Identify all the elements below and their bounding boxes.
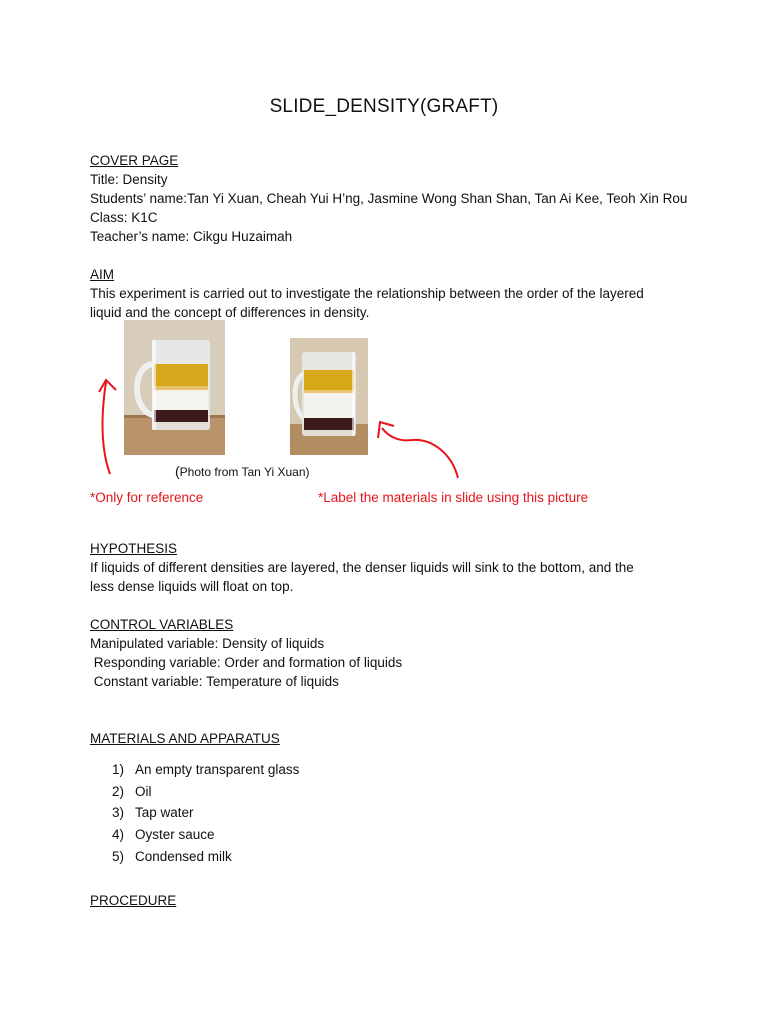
list-item (112, 759, 299, 781)
manipulated-variable: Manipulated variable: Density of liquids (90, 636, 325, 651)
photo-caption-text: Photo from Tan Yi Xuan) (179, 465, 310, 479)
responding-variable: Responding variable: Order and formation of liquids (90, 655, 403, 670)
aim-line-2: liquid and the concept of differences in density. (90, 305, 370, 320)
cover-teacher-line: Teacher’s name: Cikgu Huzaimah (90, 229, 293, 244)
cover-title-line: Title: Density (90, 172, 168, 187)
list-text: An empty transparent glass (135, 762, 300, 777)
list-number: 1) (112, 762, 125, 777)
list-text: Tap water (135, 805, 194, 821)
red-arrow-left-icon (96, 372, 126, 477)
list-text: Condensed milk (135, 848, 232, 864)
list-number: 2) (112, 783, 125, 799)
cover-class-line: Class: K1C (90, 210, 158, 225)
photo-caption (175, 462, 310, 482)
materials-list (112, 759, 299, 867)
list-number: 5) (112, 848, 125, 864)
hypothesis-heading: HYPOTHESIS (90, 541, 178, 556)
control-heading: CONTROL VARIABLES (90, 617, 234, 632)
hypothesis-line-2: less dense liquids will float on top. (90, 579, 294, 594)
list-number: 4) (112, 827, 125, 843)
page-title: SLIDE_DENSITY(GRAFT) (269, 96, 499, 117)
layered-liquid-photo-2 (290, 338, 368, 455)
list-number: 3) (112, 805, 125, 821)
cover-heading: COVER PAGE (90, 153, 179, 168)
hypothesis-line-1: If liquids of different densities are layered, the denser liquids will sink to the bottom, and the (90, 560, 634, 575)
glass-illustration-2 (290, 338, 368, 455)
list-text: Oil (135, 783, 152, 799)
materials-heading: MATERIALS AND APPARATUS (90, 731, 280, 746)
list-item (112, 781, 299, 803)
layered-liquid-photo-1 (124, 320, 225, 455)
cover-students-line: Students’ name:Tan Yi Xuan, Cheah Yui H’ng, Jasmine Wong Shan Shan, Tan Ai Kee, Teoh Xin Rou (90, 191, 688, 206)
photo-caption-paren: ( (175, 463, 180, 479)
constant-variable: Constant variable: Temperature of liquids (90, 674, 339, 689)
list-item (112, 824, 299, 846)
note-label-materials: *Label the materials in slide using this picture (318, 490, 589, 505)
glass-illustration-1 (124, 320, 225, 455)
procedure-heading: PROCEDURE (90, 893, 177, 908)
list-item (112, 846, 299, 868)
list-text: Oyster sauce (135, 827, 215, 843)
red-arrow-right-icon (374, 414, 464, 482)
list-item (112, 802, 299, 824)
aim-heading: AIM (90, 267, 115, 282)
note-reference: *Only for reference (90, 490, 204, 505)
aim-line-1: This experiment is carried out to investigate the relationship between the order of the layered (90, 286, 644, 301)
